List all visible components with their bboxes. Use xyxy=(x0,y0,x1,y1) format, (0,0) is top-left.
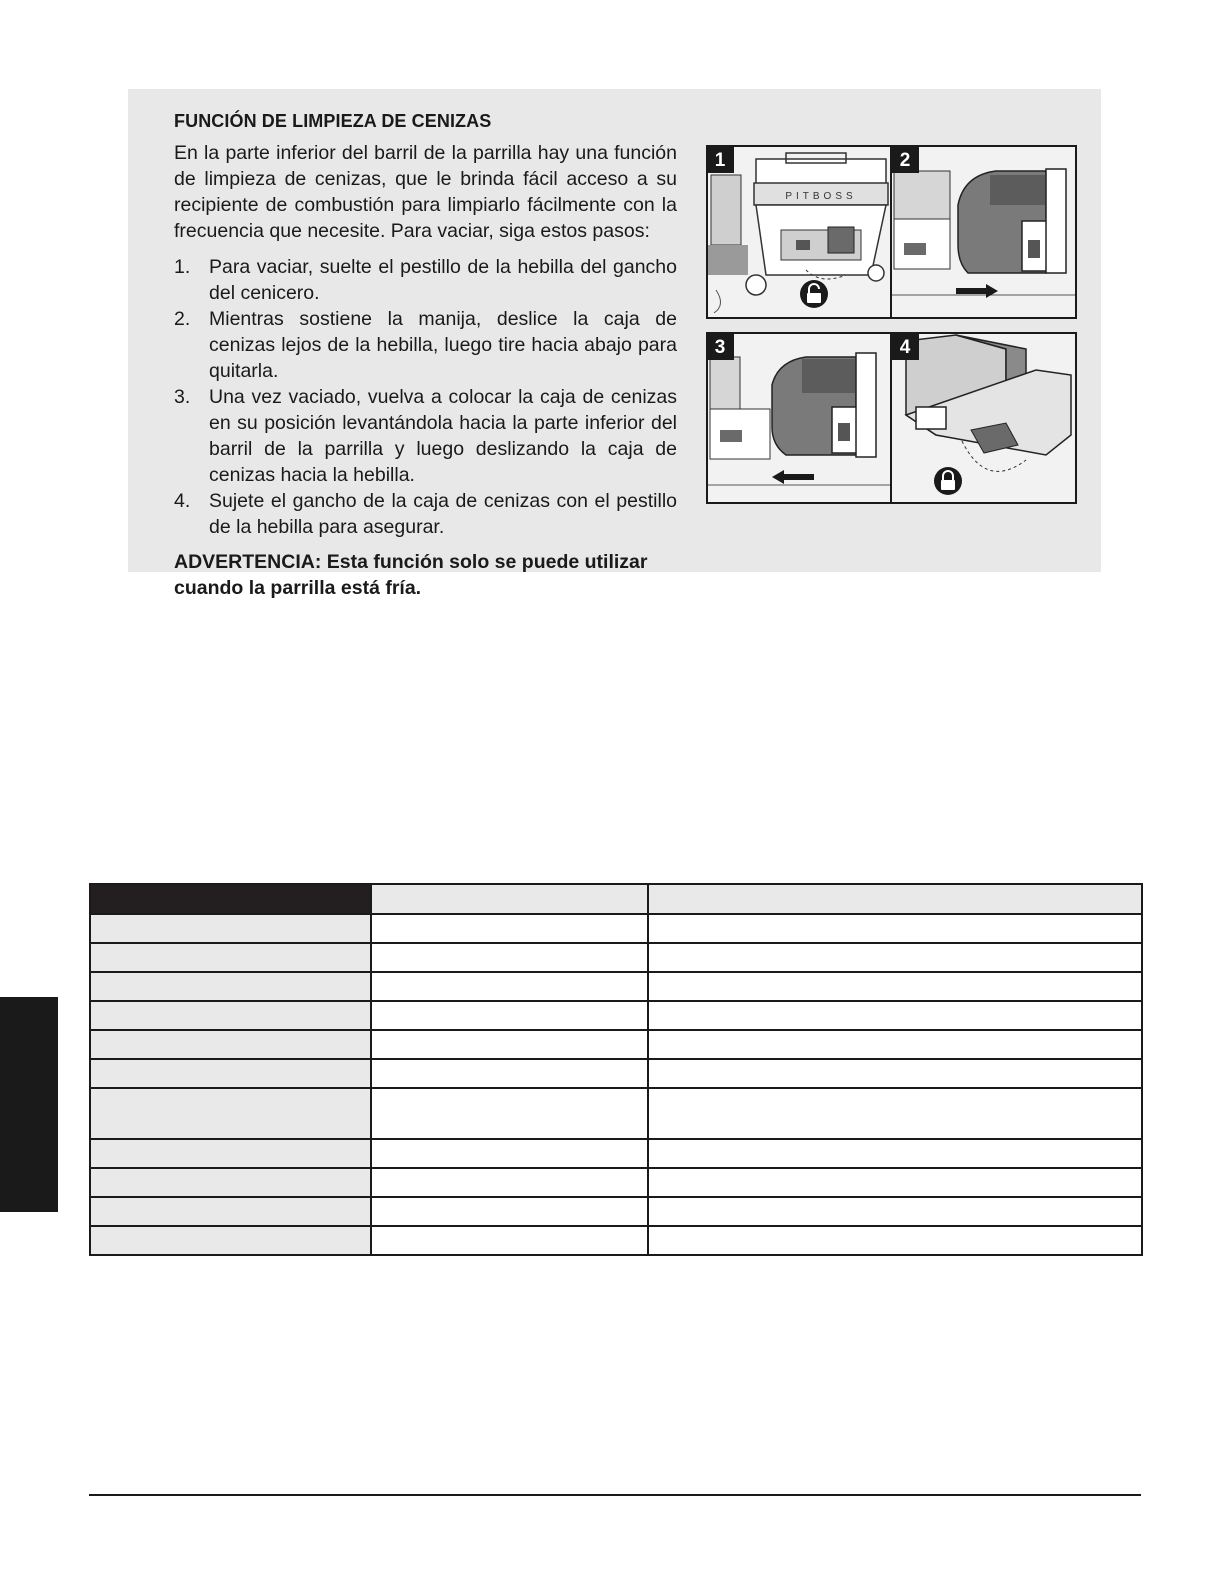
svg-text:2: 2 xyxy=(899,150,911,171)
table-cell xyxy=(371,972,648,1001)
table-row xyxy=(90,1001,1142,1030)
panel-3 xyxy=(706,332,890,502)
table-cell xyxy=(371,1088,648,1139)
steps-list xyxy=(174,254,677,540)
table-row xyxy=(90,1030,1142,1059)
table-row xyxy=(90,1226,1142,1255)
table-cell xyxy=(648,1030,1142,1059)
unlock-icon xyxy=(800,280,828,308)
list-item: 4. Sujete el gancho de la caja de cenizas con el pestillo de la hebilla para asegurar. xyxy=(174,490,677,538)
spec-table xyxy=(89,883,1143,1256)
table-cell xyxy=(90,1226,371,1255)
table-row xyxy=(90,1168,1142,1197)
language-side-tab xyxy=(0,997,58,1212)
table-row xyxy=(90,914,1142,943)
table-row xyxy=(90,1139,1142,1168)
section-title: FUNCIÓN DE LIMPIEZA DE CENIZAS xyxy=(174,111,492,131)
brand-label: PITBOSS xyxy=(785,191,857,202)
list-item: 1. Para vaciar, suelte el pestillo de la hebilla del gancho del cenicero. xyxy=(174,256,677,304)
table-row xyxy=(90,1197,1142,1226)
table-cell xyxy=(648,943,1142,972)
table-cell xyxy=(648,1059,1142,1088)
table-cell xyxy=(90,943,371,972)
table-cell xyxy=(648,1001,1142,1030)
table-cell xyxy=(90,972,371,1001)
table-cell xyxy=(90,1139,371,1168)
table-cell xyxy=(648,1197,1142,1226)
table-cell xyxy=(648,1139,1142,1168)
table-cell xyxy=(90,1197,371,1226)
table-row xyxy=(90,943,1142,972)
table-cell xyxy=(371,1030,648,1059)
table-cell xyxy=(371,943,648,972)
table-cell xyxy=(648,1088,1142,1139)
table-header-row xyxy=(90,884,1142,914)
table-row xyxy=(90,972,1142,1001)
list-item: 3. Una vez vaciado, vuelva a colocar la caja de cenizas en su posición levantándola hacia la parte inferior del barril de la parrilla y luego deslizando la caja de cenizas hacia la hebilla. xyxy=(174,386,677,486)
table-cell xyxy=(371,884,648,914)
svg-text:4: 4 xyxy=(899,337,911,358)
footer-rule xyxy=(89,1494,1141,1496)
table-cell xyxy=(648,884,1142,914)
table-cell xyxy=(648,1168,1142,1197)
panel-1 xyxy=(706,145,890,317)
table-row xyxy=(90,1059,1142,1088)
svg-text:1: 1 xyxy=(714,150,726,171)
table-cell xyxy=(90,1030,371,1059)
table-cell xyxy=(371,1226,648,1255)
table-cell xyxy=(90,1001,371,1030)
table-cell xyxy=(90,1059,371,1088)
table-row xyxy=(90,1088,1142,1139)
table-cell xyxy=(648,914,1142,943)
ash-cleanout-text xyxy=(174,111,677,601)
panel-4 xyxy=(891,332,1075,502)
table-cell xyxy=(90,1088,371,1139)
svg-text:3: 3 xyxy=(714,337,726,358)
list-item: 2. Mientras sostiene la manija, deslice la caja de cenizas lejos de la hebilla, luego tire hacia abajo para quitarla. xyxy=(174,308,677,382)
table-cell xyxy=(371,1197,648,1226)
table-cell xyxy=(371,1059,648,1088)
ash-cleanout-box xyxy=(128,89,1101,599)
intro-paragraph: En la parte inferior del barril de la parrilla hay una función de limpieza de cenizas, que le brinda fácil acceso a su recipiente de combustión para limpiarlo fácilmente con la frecuencia que necesite. Para vaciar, siga estos pasos: xyxy=(174,142,677,242)
table-cell xyxy=(371,1139,648,1168)
warning-text: ADVERTENCIA: Esta función solo se puede utilizar cuando la parrilla está fría. xyxy=(174,551,648,599)
lock-icon xyxy=(934,467,962,495)
table-cell xyxy=(648,972,1142,1001)
table-cell xyxy=(90,884,371,914)
table-cell xyxy=(90,914,371,943)
table-cell xyxy=(371,1001,648,1030)
ash-cleanout-illustration xyxy=(706,145,1077,504)
table-cell xyxy=(371,1168,648,1197)
table-cell xyxy=(371,914,648,943)
table-cell xyxy=(90,1168,371,1197)
panel-2 xyxy=(891,145,1075,317)
table-cell xyxy=(648,1226,1142,1255)
